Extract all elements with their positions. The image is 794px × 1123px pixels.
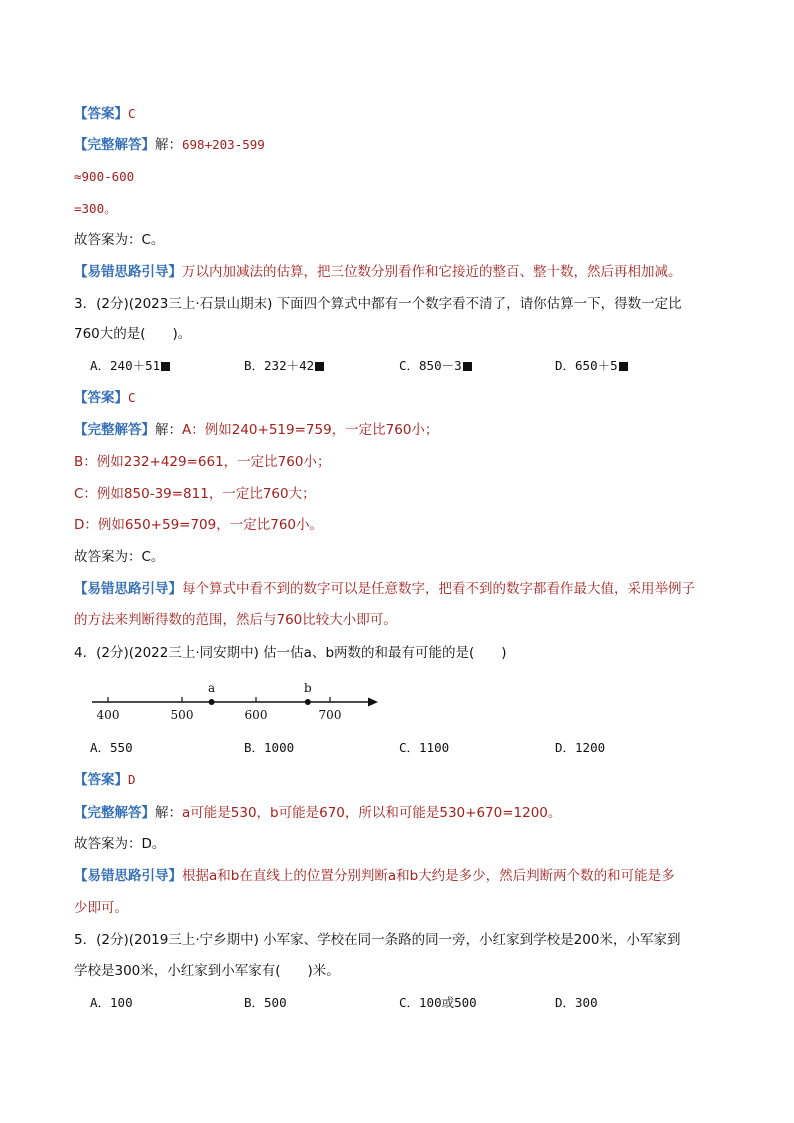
answer-tag: 【答案】 <box>74 390 128 406</box>
option-c: C．100或500 <box>399 995 477 1010</box>
question-5-text: 5．(2分)(2019三上·宁乡期中) 小军家、学校在同一条路的同一旁，小红家到学校是200米，小军家到 <box>74 932 681 948</box>
option-b: B．1000 <box>244 740 295 755</box>
solution-text: ≈900-600 <box>74 169 135 184</box>
q3-solution-line <box>74 420 720 440</box>
solution-tag: 【完整解答】 <box>74 137 155 153</box>
point-a <box>209 699 215 705</box>
solution-text: 698+203-599 <box>182 137 265 152</box>
option-a: A．100 <box>90 995 133 1010</box>
black-square-icon <box>161 362 170 371</box>
option-c: C．1100 <box>399 740 450 755</box>
answer-value: C <box>128 106 136 121</box>
option-d: D．650＋5 <box>555 356 628 376</box>
hint-text: 每个算式中看不到的数字可以是任意数字，把看不到的数字都看作最大值，采用举例子 <box>182 581 695 597</box>
number-line-figure <box>88 676 388 726</box>
question-4-text: 4．(2分)(2022三上·同安期中) 估一估a、b两数的和最有可能的是( ) <box>74 645 507 661</box>
black-square-icon <box>463 362 472 371</box>
q4-answer-line <box>74 770 720 790</box>
question-5-text-cont: 学校是300米，小红家到小军家有( )米。 <box>74 963 340 979</box>
tick-label: 600 <box>244 708 268 722</box>
question-3-text-cont: 760大的是( )。 <box>74 326 192 342</box>
solution-text: A：例如240+519=759，一定比760小； <box>182 422 439 438</box>
option-b: B．500 <box>244 995 287 1010</box>
q2-hint-line <box>74 262 720 282</box>
solution-prefix: 解： <box>155 422 182 438</box>
black-square-icon <box>315 362 324 371</box>
solution-prefix: 解： <box>155 805 182 821</box>
solution-text: D：例如650+59=709，一定比760小。 <box>74 517 323 533</box>
hint-tag: 【易错思路引导】 <box>74 581 182 597</box>
tick-label: 400 <box>96 708 120 722</box>
hint-text: 根据a和b在直线上的位置分别判断a和b大约是多少，然后判断两个数的和可能是多 <box>182 868 675 884</box>
point-label-a: a <box>208 681 216 695</box>
tick-label: 500 <box>170 708 194 722</box>
solution-tag: 【完整解答】 <box>74 422 155 438</box>
answer-tag: 【答案】 <box>74 106 128 122</box>
conclusion-text: 故答案为：C。 <box>74 549 165 565</box>
black-square-icon <box>619 362 628 371</box>
q3-answer-line <box>74 388 720 408</box>
solution-tag: 【完整解答】 <box>74 805 155 821</box>
answer-tag: 【答案】 <box>74 772 128 788</box>
hint-tag: 【易错思路引导】 <box>74 868 182 884</box>
hint-tag: 【易错思路引导】 <box>74 264 182 280</box>
point-label-b: b <box>303 681 312 695</box>
point-b <box>305 699 311 705</box>
solution-text: =300。 <box>74 201 117 216</box>
hint-text: 万以内加减法的估算，把三位数分别看作和它接近的整百、整十数，然后再相加减。 <box>182 264 682 280</box>
solution-prefix: 解： <box>155 137 182 153</box>
solution-text: C：例如850-39=811，一定比760大； <box>74 486 316 502</box>
q2-solution-line <box>74 135 720 155</box>
q4-hint-line <box>74 866 720 886</box>
tick-label: 700 <box>318 708 342 722</box>
conclusion-text: 故答案为：D。 <box>74 836 166 852</box>
arrow-head-icon <box>368 698 378 707</box>
q4-solution-line <box>74 803 720 823</box>
question-3-text: 3．(2分)(2023三上·石景山期末) 下面四个算式中都有一个数字看不清了，请你估算一下，得数一定比 <box>74 296 682 312</box>
hint-text-cont: 的方法来判断得数的范围，然后与760比较大小即可。 <box>74 612 397 628</box>
answer-value: C <box>128 390 136 405</box>
hint-text-cont: 少即可。 <box>74 900 128 916</box>
solution-text: B：例如232+429=661，一定比760小； <box>74 454 331 470</box>
option-b: B．232＋42 <box>244 356 324 376</box>
answer-value: D <box>128 772 136 787</box>
option-a: A．550 <box>90 740 133 755</box>
solution-text: a可能是530，b可能是670，所以和可能是530+670=1200。 <box>182 805 562 821</box>
option-d: D．1200 <box>555 740 606 755</box>
option-a: A．240＋51 <box>90 356 170 376</box>
option-c: C．850－3 <box>399 356 472 376</box>
q3-hint-line <box>74 579 720 599</box>
conclusion-text: 故答案为：C。 <box>74 232 165 248</box>
option-d: D．300 <box>555 995 598 1010</box>
q2-answer-line <box>74 104 720 124</box>
